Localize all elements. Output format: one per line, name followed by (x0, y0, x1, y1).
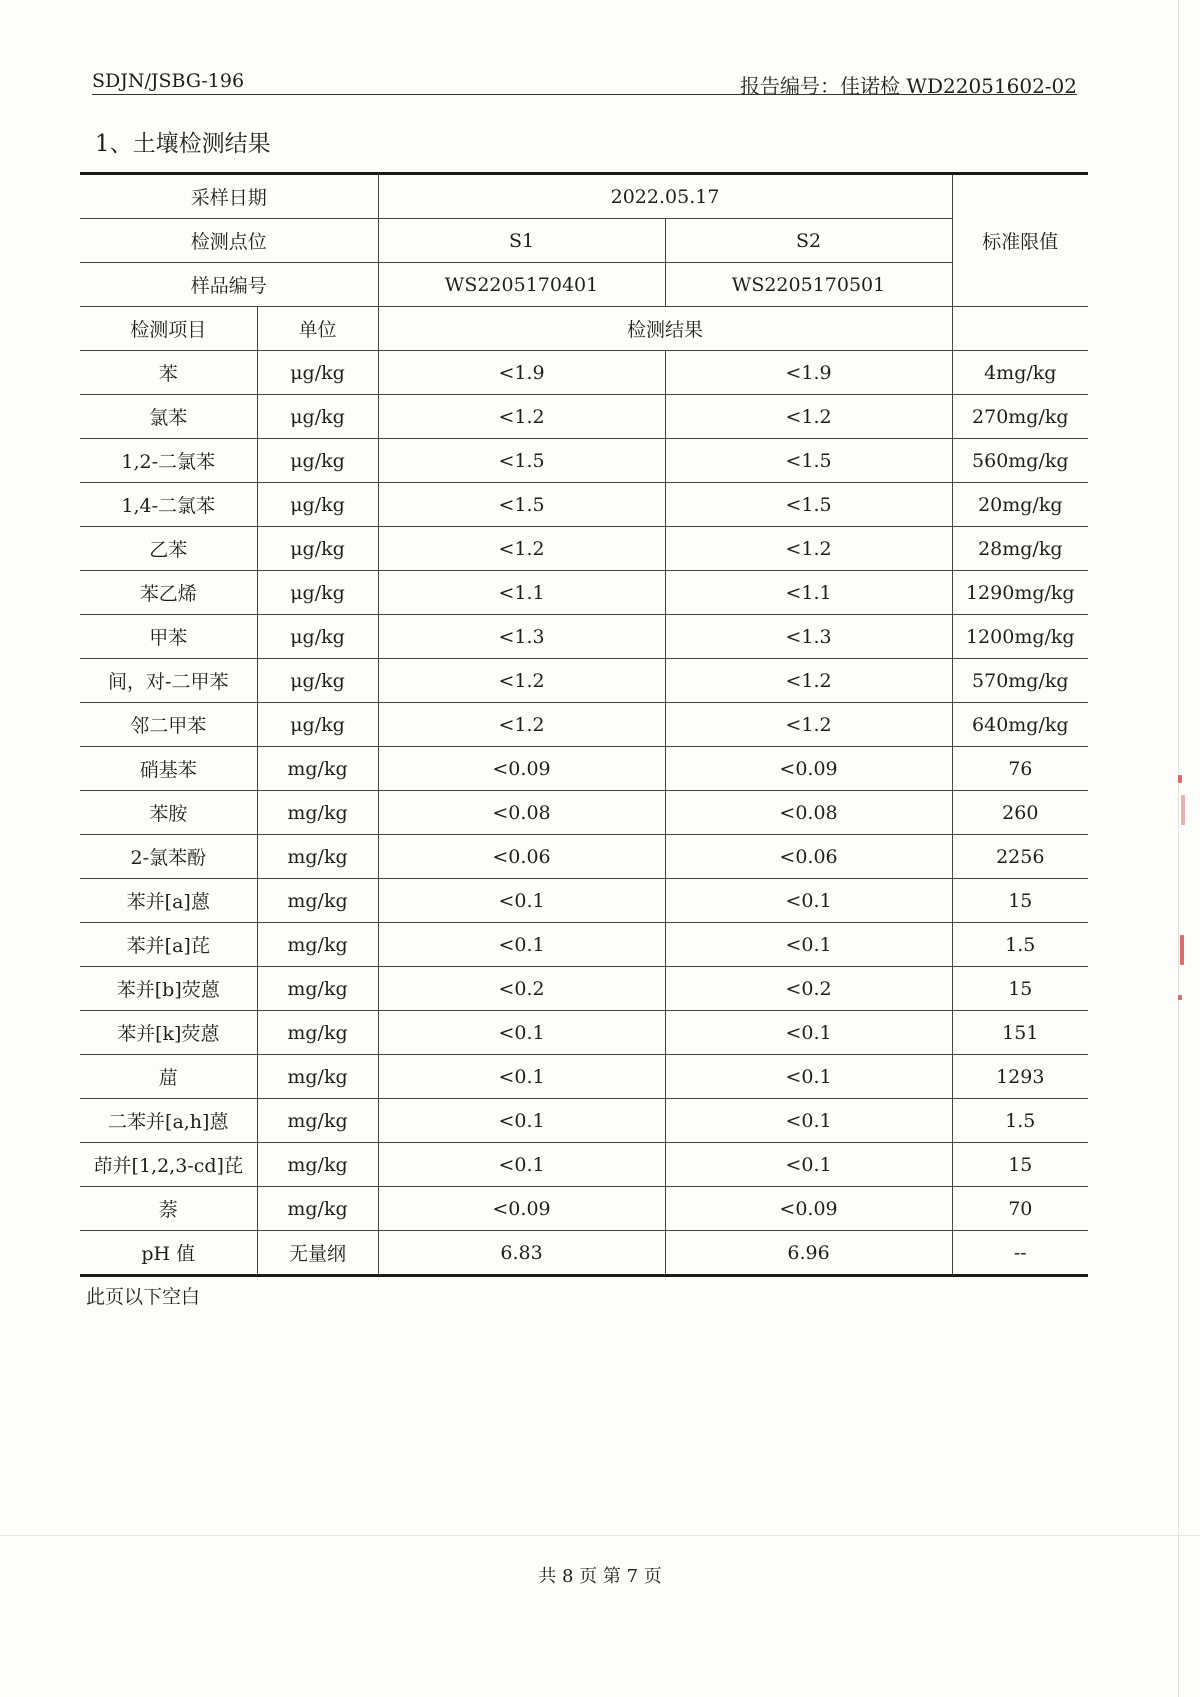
cell-s2: <0.09 (665, 747, 952, 791)
point-row (80, 219, 1088, 263)
cell-s1: <0.1 (378, 923, 665, 967)
item-header: 检测项目 (80, 307, 257, 351)
seal-edge-mark (1178, 995, 1182, 1000)
cell-item: 甲苯 (80, 615, 257, 659)
cell-s2: <0.1 (665, 1055, 952, 1099)
cell-unit: 无量纲 (257, 1231, 378, 1276)
cell-limit: 1293 (952, 1055, 1088, 1099)
result-header: 检测结果 (378, 307, 952, 351)
cell-s2: <1.2 (665, 703, 952, 747)
cell-s1: <1.5 (378, 483, 665, 527)
cell-unit: mg/kg (257, 1011, 378, 1055)
table-row (80, 439, 1088, 483)
unit-header: 单位 (257, 307, 378, 351)
cell-unit: μg/kg (257, 351, 378, 395)
cell-unit: μg/kg (257, 615, 378, 659)
cell-s1: <1.2 (378, 659, 665, 703)
blank-page-note: 此页以下空白 (86, 1286, 201, 1308)
point-s1: S1 (378, 219, 665, 263)
cell-unit: μg/kg (257, 439, 378, 483)
table-row (80, 923, 1088, 967)
cell-limit: -- (952, 1231, 1088, 1276)
table-row (80, 747, 1088, 791)
cell-limit: 560mg/kg (952, 439, 1088, 483)
cell-s2: <0.1 (665, 923, 952, 967)
cell-item: 氯苯 (80, 395, 257, 439)
cell-s2: 6.96 (665, 1231, 952, 1276)
cell-unit: mg/kg (257, 747, 378, 791)
section-title: 1、土壤检测结果 (95, 131, 271, 157)
cell-item: 硝基苯 (80, 747, 257, 791)
table-row (80, 791, 1088, 835)
cell-unit: μg/kg (257, 395, 378, 439)
cell-unit: μg/kg (257, 659, 378, 703)
cell-limit: 151 (952, 1011, 1088, 1055)
cell-item: 间，对-二甲苯 (80, 659, 257, 703)
cell-limit: 28mg/kg (952, 527, 1088, 571)
cell-item: 苯乙烯 (80, 571, 257, 615)
cell-item: 䓛 (80, 1055, 257, 1099)
cell-item: 1,2-二氯苯 (80, 439, 257, 483)
cell-item: 苯 (80, 351, 257, 395)
cell-s1: <1.2 (378, 395, 665, 439)
scan-fold-line (0, 1535, 1200, 1536)
cell-item: 苯并[a]芘 (80, 923, 257, 967)
report-number: 报告编号：佳诺检 WD22051602-02 (740, 74, 1077, 98)
table-row (80, 527, 1088, 571)
cell-s2: <1.1 (665, 571, 952, 615)
sample-number-row (80, 263, 1088, 307)
sampling-date-value: 2022.05.17 (378, 174, 952, 219)
seal-edge-mark (1181, 795, 1185, 825)
cell-item: 苯并[b]荧蒽 (80, 967, 257, 1011)
table-row (80, 1055, 1088, 1099)
cell-s2: <0.1 (665, 879, 952, 923)
cell-unit: μg/kg (257, 527, 378, 571)
cell-s1: 6.83 (378, 1231, 665, 1276)
paper-edge (1178, 0, 1179, 1697)
cell-item: 二苯并[a,h]蒽 (80, 1099, 257, 1143)
cell-s2: <0.09 (665, 1187, 952, 1231)
cell-limit: 15 (952, 967, 1088, 1011)
table-row (80, 351, 1088, 395)
seal-edge-mark (1180, 935, 1184, 965)
cell-s2: <1.9 (665, 351, 952, 395)
cell-limit: 570mg/kg (952, 659, 1088, 703)
cell-limit: 2256 (952, 835, 1088, 879)
sample-number-s2: WS2205170501 (665, 263, 952, 307)
table-row (80, 879, 1088, 923)
column-header-row (80, 307, 1088, 351)
cell-s1: <0.08 (378, 791, 665, 835)
cell-item: 萘 (80, 1187, 257, 1231)
cell-limit: 1290mg/kg (952, 571, 1088, 615)
cell-limit: 270mg/kg (952, 395, 1088, 439)
cell-s1: <0.2 (378, 967, 665, 1011)
cell-s2: <1.5 (665, 439, 952, 483)
cell-s2: <0.06 (665, 835, 952, 879)
cell-s1: <0.1 (378, 1055, 665, 1099)
standard-limit-header: 标准限值 (952, 174, 1088, 307)
cell-s1: <0.09 (378, 747, 665, 791)
limit-header-blank (952, 307, 1088, 351)
header-divider (92, 94, 1077, 95)
cell-unit: μg/kg (257, 571, 378, 615)
cell-s1: <1.5 (378, 439, 665, 483)
cell-s1: <1.2 (378, 527, 665, 571)
cell-unit: μg/kg (257, 703, 378, 747)
cell-s1: <1.1 (378, 571, 665, 615)
cell-unit: mg/kg (257, 1099, 378, 1143)
cell-s2: <0.1 (665, 1099, 952, 1143)
soil-results-table (80, 172, 1088, 1277)
table-row (80, 835, 1088, 879)
cell-limit: 15 (952, 879, 1088, 923)
sample-number-s1: WS2205170401 (378, 263, 665, 307)
cell-s1: <1.9 (378, 351, 665, 395)
cell-s1: <0.1 (378, 1099, 665, 1143)
cell-unit: mg/kg (257, 835, 378, 879)
cell-s1: <0.1 (378, 1143, 665, 1187)
table-row (80, 571, 1088, 615)
cell-item: 苯并[a]蒽 (80, 879, 257, 923)
document-code: SDJN/JSBG-196 (92, 70, 245, 92)
cell-limit: 76 (952, 747, 1088, 791)
cell-unit: mg/kg (257, 1055, 378, 1099)
cell-limit: 640mg/kg (952, 703, 1088, 747)
cell-item: 乙苯 (80, 527, 257, 571)
cell-unit: mg/kg (257, 1143, 378, 1187)
table-row (80, 1231, 1088, 1276)
table-row (80, 703, 1088, 747)
sample-number-label: 样品编号 (80, 263, 378, 307)
point-label: 检测点位 (80, 219, 378, 263)
seal-edge-mark (1178, 775, 1182, 783)
cell-s1: <1.3 (378, 615, 665, 659)
cell-s2: <1.3 (665, 615, 952, 659)
cell-limit: 1.5 (952, 1099, 1088, 1143)
cell-limit: 20mg/kg (952, 483, 1088, 527)
table-row (80, 1143, 1088, 1187)
cell-limit: 4mg/kg (952, 351, 1088, 395)
cell-unit: μg/kg (257, 483, 378, 527)
cell-unit: mg/kg (257, 1187, 378, 1231)
table-row (80, 483, 1088, 527)
cell-s1: <0.1 (378, 879, 665, 923)
cell-item: 邻二甲苯 (80, 703, 257, 747)
cell-item: pH 值 (80, 1231, 257, 1276)
cell-s2: <1.2 (665, 395, 952, 439)
cell-s2: <0.2 (665, 967, 952, 1011)
cell-item: 茚并[1,2,3-cd]芘 (80, 1143, 257, 1187)
cell-limit: 1200mg/kg (952, 615, 1088, 659)
cell-unit: mg/kg (257, 923, 378, 967)
cell-s2: <0.1 (665, 1011, 952, 1055)
cell-item: 苯并[k]荧蒽 (80, 1011, 257, 1055)
cell-item: 苯胺 (80, 791, 257, 835)
point-s2: S2 (665, 219, 952, 263)
cell-limit: 70 (952, 1187, 1088, 1231)
table-row (80, 1187, 1088, 1231)
table-row (80, 659, 1088, 703)
cell-s2: <0.08 (665, 791, 952, 835)
table-row (80, 395, 1088, 439)
cell-unit: mg/kg (257, 967, 378, 1011)
cell-s2: <1.5 (665, 483, 952, 527)
cell-s2: <0.1 (665, 1143, 952, 1187)
page-footer: 共 8 页 第 7 页 (538, 1566, 662, 1587)
cell-limit: 1.5 (952, 923, 1088, 967)
cell-item: 1,4-二氯苯 (80, 483, 257, 527)
cell-s2: <1.2 (665, 659, 952, 703)
cell-unit: mg/kg (257, 791, 378, 835)
cell-s1: <0.06 (378, 835, 665, 879)
cell-unit: mg/kg (257, 879, 378, 923)
sampling-date-row (80, 174, 1088, 219)
cell-item: 2-氯苯酚 (80, 835, 257, 879)
table-row (80, 1099, 1088, 1143)
cell-s1: <0.1 (378, 1011, 665, 1055)
cell-limit: 260 (952, 791, 1088, 835)
cell-s2: <1.2 (665, 527, 952, 571)
table-row (80, 967, 1088, 1011)
table-row (80, 615, 1088, 659)
cell-s1: <1.2 (378, 703, 665, 747)
sampling-date-label: 采样日期 (80, 174, 378, 219)
table-row (80, 1011, 1088, 1055)
cell-limit: 15 (952, 1143, 1088, 1187)
cell-s1: <0.09 (378, 1187, 665, 1231)
